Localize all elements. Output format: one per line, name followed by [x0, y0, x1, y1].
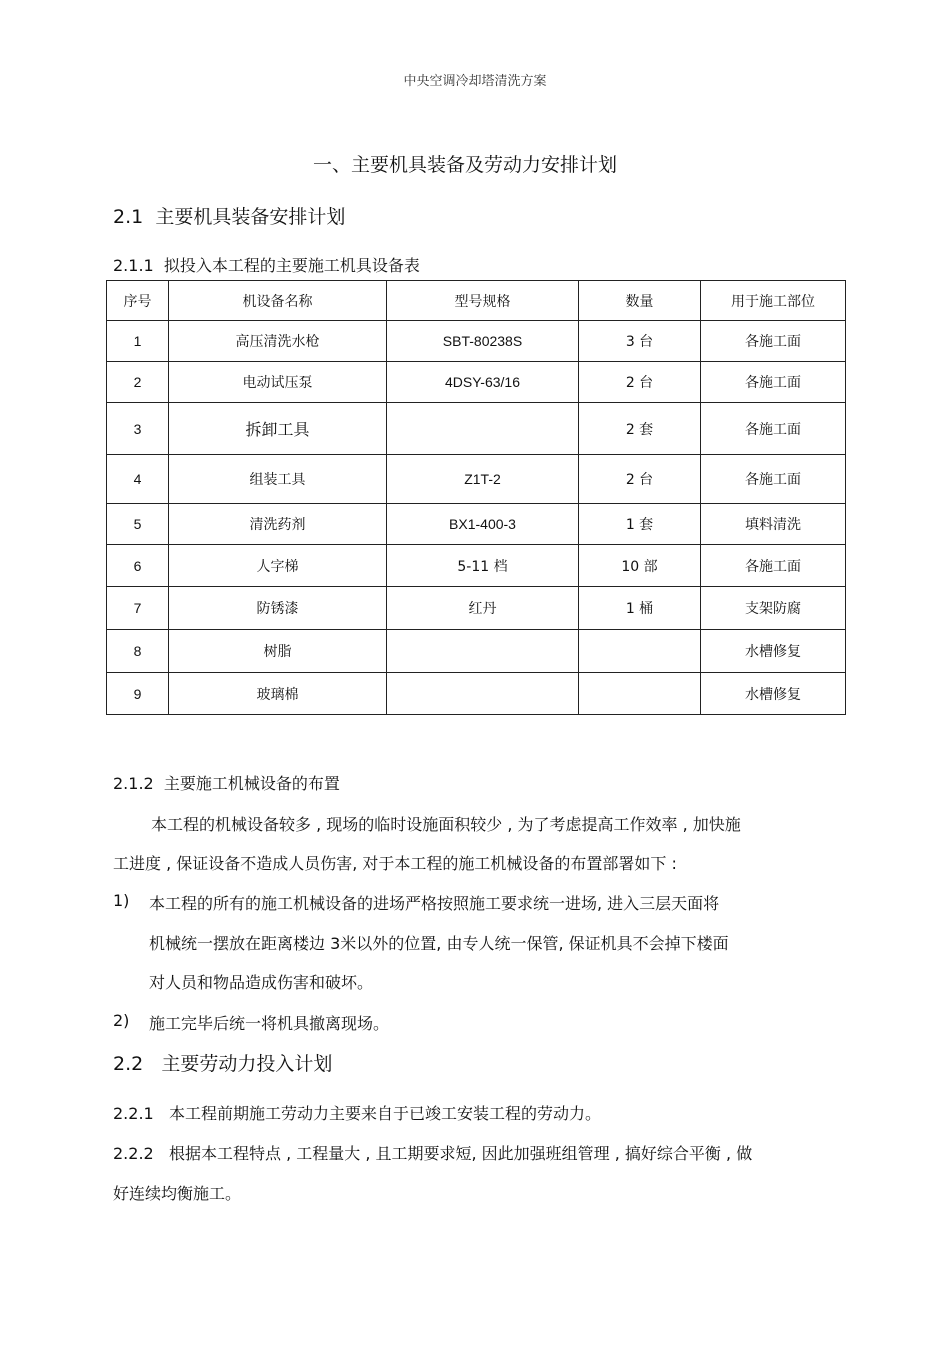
- table-cell: 2 套: [579, 403, 701, 455]
- table-cell: 4DSY-63/16: [387, 362, 579, 403]
- table-cell: BX1-400-3: [387, 504, 579, 545]
- paragraph-line: 本工程的机械设备较多 , 现场的临时设施面积较少 , 为了考虑提高工作效率 , 加快施: [151, 815, 741, 834]
- section-title: 主要机具装备安排计划: [155, 206, 346, 228]
- list-item-line: 机械统一摆放在距离楼边 3米以外的位置, 由专人统一保管, 保证机具不会掉下楼面: [149, 934, 729, 953]
- table-cell: 2: [107, 362, 169, 403]
- table-cell: 6: [107, 545, 169, 587]
- table-cell: SBT-80238S: [387, 321, 579, 362]
- table-row: [107, 630, 846, 673]
- column-header: 序号: [107, 281, 169, 321]
- paragraph-line: 工进度 , 保证设备不造成人员伤害, 对于本工程的施工机械设备的布置部署如下 :: [113, 854, 677, 873]
- table-cell: 各施工面: [701, 321, 846, 362]
- table-cell: 7: [107, 587, 169, 630]
- table-cell: 各施工面: [701, 545, 846, 587]
- table-cell: 3 台: [579, 321, 701, 362]
- table-cell: 各施工面: [701, 455, 846, 504]
- table-cell: 各施工面: [701, 362, 846, 403]
- table-cell: 电动试压泵: [169, 362, 387, 403]
- column-header: 数量: [579, 281, 701, 321]
- table-cell: [579, 673, 701, 715]
- section-number: 2.2.1: [113, 1104, 154, 1123]
- section-2-1-1-heading: [113, 253, 420, 276]
- table-cell: 组装工具: [169, 455, 387, 504]
- table-cell: 清洗药剂: [169, 504, 387, 545]
- chapter-title: 一、主要机具装备及劳动力安排计划: [312, 154, 617, 176]
- table-cell: 3: [107, 403, 169, 455]
- section-number: 2.1.1: [113, 256, 154, 275]
- paragraph-text: 本工程前期施工劳动力主要来自于已竣工安装工程的劳动力。: [168, 1104, 601, 1123]
- table-cell: 5-11 档: [387, 545, 579, 587]
- table-cell: 2 台: [579, 455, 701, 504]
- section-2-2-2-paragraph: [113, 1141, 752, 1164]
- section-2-2-heading: [113, 1049, 332, 1076]
- table-cell: 红丹: [387, 587, 579, 630]
- table-row: [107, 321, 846, 362]
- section-2-2-1-paragraph: [113, 1101, 601, 1124]
- list-item-line: 本工程的所有的施工机械设备的进场严格按照施工要求统一进场, 进入三层天面将: [149, 894, 720, 913]
- list-item-line: 对人员和物品造成伤害和破坏。: [149, 973, 374, 992]
- section-number: 2.1: [113, 206, 144, 228]
- table-cell: [387, 673, 579, 715]
- section-number: 2.2.2: [113, 1144, 154, 1163]
- table-cell: [387, 630, 579, 673]
- paragraph-line: 好连续均衡施工。: [113, 1184, 242, 1203]
- table-row: [107, 545, 846, 587]
- paragraph-text: 根据本工程特点 , 工程量大 , 且工期要求短, 因此加强班组管理 , 搞好综合平衡 , 做: [168, 1144, 753, 1163]
- table-cell: Z1T-2: [387, 455, 579, 504]
- list-item-line: 施工完毕后统一将机具撤离现场。: [149, 1014, 390, 1033]
- table-cell: 2 台: [579, 362, 701, 403]
- table-cell: 1: [107, 321, 169, 362]
- table-row: [107, 673, 846, 715]
- column-header: 型号规格: [387, 281, 579, 321]
- table-row: [107, 455, 846, 504]
- table-cell: 8: [107, 630, 169, 673]
- table-row: [107, 504, 846, 545]
- list-marker: 2): [113, 1011, 130, 1030]
- table-cell: 填料清洗: [701, 504, 846, 545]
- section-title: 主要劳动力投入计划: [161, 1053, 333, 1075]
- list-marker: 1): [113, 891, 130, 910]
- table-cell: 高压清洗水枪: [169, 321, 387, 362]
- column-header: 机设备名称: [169, 281, 387, 321]
- table-cell: 9: [107, 673, 169, 715]
- table-cell: 水槽修复: [701, 673, 846, 715]
- column-header: 用于施工部位: [701, 281, 846, 321]
- table-cell: 1 桶: [579, 587, 701, 630]
- table-header-row: [107, 281, 846, 321]
- section-title: 主要施工机械设备的布置: [163, 774, 340, 793]
- table-cell: 4: [107, 455, 169, 504]
- table-row: [107, 403, 846, 455]
- table-cell: 人字梯: [169, 545, 387, 587]
- section-2-1-2-heading: [113, 771, 340, 794]
- table-cell: 10 部: [579, 545, 701, 587]
- table-cell: [387, 403, 579, 455]
- section-2-1-heading: [113, 202, 345, 229]
- running-header: 中央空调冷却塔清洗方案: [403, 74, 547, 89]
- table-row: [107, 362, 846, 403]
- table-cell: 各施工面: [701, 403, 846, 455]
- table-cell: 5: [107, 504, 169, 545]
- section-title: 拟投入本工程的主要施工机具设备表: [163, 256, 420, 275]
- table-cell: 水槽修复: [701, 630, 846, 673]
- table-cell: 支架防腐: [701, 587, 846, 630]
- table-cell: 防锈漆: [169, 587, 387, 630]
- section-number: 2.1.2: [113, 774, 154, 793]
- table-cell: 玻璃棉: [169, 673, 387, 715]
- table-cell: [579, 630, 701, 673]
- table-cell: 树脂: [169, 630, 387, 673]
- table-cell: 1 套: [579, 504, 701, 545]
- equipment-table: [106, 280, 846, 715]
- table-row: [107, 587, 846, 630]
- table-cell: 拆卸工具: [169, 403, 387, 455]
- section-number: 2.2: [113, 1053, 144, 1075]
